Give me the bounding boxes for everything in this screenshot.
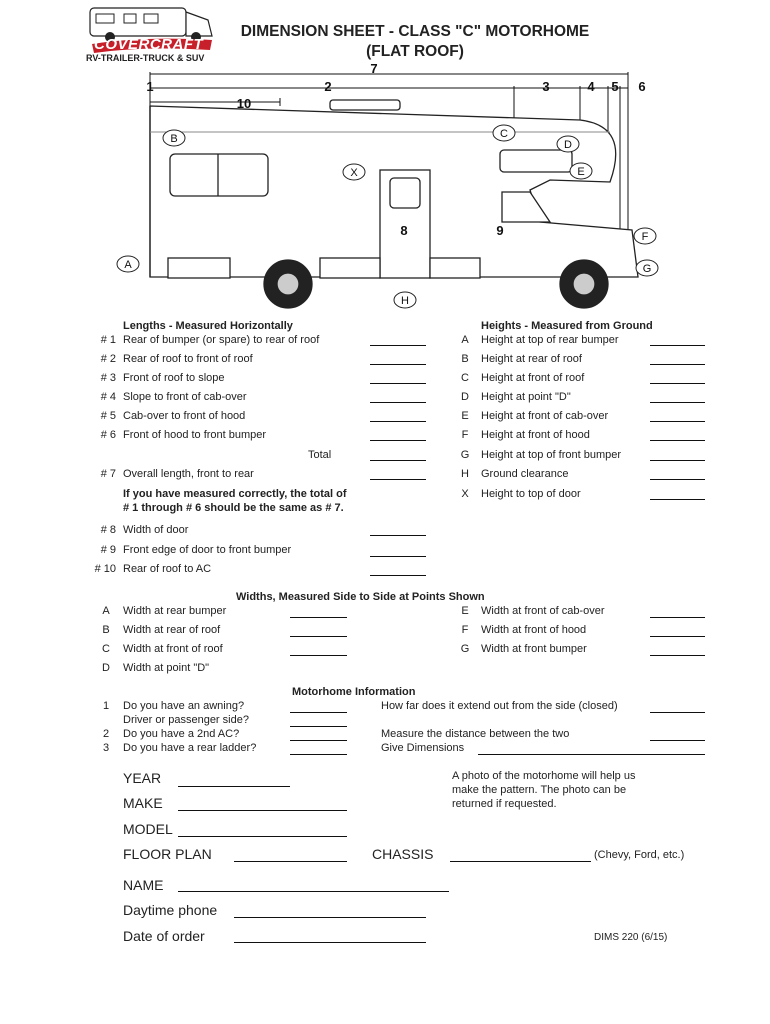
diagram-dim-3: 3 [542,79,550,94]
length-input-3[interactable] [370,383,426,384]
diagram-dim-4: 4 [587,79,595,94]
info-q2-label: Do you have a 2nd AC? [123,728,240,740]
width-key-g: G [460,643,470,655]
width-key-e: E [461,605,469,617]
diagram-label-b: B [170,133,178,145]
info-r2-label: Measure the distance between the two [381,728,570,740]
diagram-label-a: A [124,259,132,271]
width-key-b: B [102,624,110,636]
height-input-x[interactable] [650,499,705,500]
length-num-7: # 7 [100,468,116,480]
length-num-4: # 4 [100,391,116,403]
length-label-1: Rear of bumper (or spare) to rear of roof [123,334,320,346]
floor-plan-input[interactable] [234,861,347,862]
length-label-10: Rear of roof to AC [123,563,212,575]
height-input-c[interactable] [650,383,705,384]
lengths-heading: Lengths - Measured Horizontally [123,320,293,332]
rear-ladder-input[interactable] [290,754,347,755]
width-key-f: F [461,624,469,636]
diagram-label-d: D [564,139,572,151]
height-key-a: A [461,334,469,346]
height-label-c: Height at front of roof [481,372,585,384]
height-key-f: F [461,429,469,441]
width-input-e[interactable] [650,617,705,618]
second-ac-input[interactable] [290,740,347,741]
photo-note-2: make the pattern. The photo can be [452,784,627,796]
total-label: Total [308,449,332,461]
diagram-dim-9: 9 [496,223,504,238]
length-input-5[interactable] [370,421,426,422]
awning-side-input[interactable] [290,726,347,727]
length-input-10[interactable] [370,575,426,576]
diagram-label-c: C [500,128,508,140]
note-line-2: # 1 through # 6 should be the same as # 7. [123,502,344,514]
phone-label: Daytime phone [123,902,218,918]
info-heading: Motorhome Information [292,686,416,698]
length-input-6[interactable] [370,440,426,441]
width-input-b[interactable] [290,636,347,637]
date-label: Date of order [123,928,205,944]
make-label: MAKE [123,795,163,811]
width-input-a[interactable] [290,617,347,618]
height-label-f: Height at front of hood [481,429,590,441]
model-label: MODEL [123,821,173,837]
info-q1-label: Do you have an awning? [123,700,245,712]
diagram-label-g: G [642,263,652,275]
photo-note-1: A photo of the motorhome will help us [452,770,636,782]
info-q3-num: 3 [102,742,110,754]
note-line-1: If you have measured correctly, the total of [123,488,347,500]
length-input-4[interactable] [370,402,426,403]
dimensions-input[interactable] [478,754,705,755]
info-q2-num: 2 [102,728,110,740]
name-input[interactable] [178,891,449,892]
widths-heading: Widths, Measured Side to Side at Points Shown [236,591,485,603]
name-label: NAME [123,877,164,893]
length-input-1[interactable] [370,345,426,346]
width-label-a: Width at rear bumper [123,605,227,617]
height-label-b: Height at rear of roof [481,353,582,365]
height-input-e[interactable] [650,421,705,422]
height-input-b[interactable] [650,364,705,365]
width-label-c: Width at front of roof [123,643,223,655]
length-input-8[interactable] [370,535,426,536]
info-q1b-label: Driver or passenger side? [123,714,249,726]
height-label-h: Ground clearance [481,468,569,480]
diagram-dim-2: 2 [324,79,332,94]
width-input-g[interactable] [650,655,705,656]
length-input-7[interactable] [370,479,426,480]
length-label-3: Front of roof to slope [123,372,225,384]
width-label-f: Width at front of hood [481,624,587,636]
length-num-3: # 3 [100,372,116,384]
height-key-d: D [461,391,469,403]
chassis-input[interactable] [450,861,591,862]
height-input-d[interactable] [650,402,705,403]
length-num-1: # 1 [100,334,116,346]
width-label-d: Width at point "D" [123,662,210,674]
length-label-8: Width of door [123,524,189,536]
diagram-dim-7: 7 [370,62,378,76]
floor-plan-label: FLOOR PLAN [123,846,212,862]
length-label-6: Front of hood to front bumper [123,429,267,441]
heights-heading: Heights - Measured from Ground [481,320,653,332]
info-r3-label: Give Dimensions [381,742,465,754]
diagram-label-x: X [350,167,358,179]
height-input-g[interactable] [650,460,705,461]
height-key-b: B [461,353,469,365]
length-num-2: # 2 [100,353,116,365]
height-key-x: X [461,488,469,500]
logo-brand: COVERCRAFT [94,36,204,53]
length-num-8: # 8 [100,524,116,536]
awning-extend-input[interactable] [650,712,705,713]
logo [84,6,218,64]
diagram-dim-5: 5 [611,79,619,94]
width-input-f[interactable] [650,636,705,637]
ac-distance-input[interactable] [650,740,705,741]
photo-note-3: returned if requested. [452,798,557,810]
height-label-g: Height at top of front bumper [481,449,622,461]
length-label-7: Overall length, front to rear [123,468,254,480]
diagram-dim-10: 10 [236,96,252,111]
diagram-label-h: H [401,295,409,307]
model-input[interactable] [178,836,347,837]
width-label-g: Width at front bumper [481,643,587,655]
page-title: DIMENSION SHEET - CLASS "C" MOTORHOME [240,23,590,40]
make-input[interactable] [178,810,347,811]
height-label-e: Height at front of cab-over [481,410,609,422]
height-label-d: Height at point "D" [481,391,571,403]
height-label-a: Height at top of rear bumper [481,334,619,346]
height-input-h[interactable] [650,479,705,480]
height-key-h: H [461,468,469,480]
length-label-2: Rear of roof to front of roof [123,353,253,365]
width-key-a: A [102,605,110,617]
form-code: DIMS 220 (6/15) [594,932,668,943]
length-label-5: Cab-over to front of hood [123,410,246,422]
diagram-dim-8: 8 [400,223,408,238]
motorhome-diagram [110,62,660,317]
width-label-e: Width at front of cab-over [481,605,605,617]
info-q1-num: 1 [102,700,110,712]
chassis-label: CHASSIS [372,846,434,862]
height-input-f[interactable] [650,440,705,441]
length-num-10: # 10 [94,563,116,575]
diagram-dim-1: 1 [146,79,154,94]
date-input[interactable] [234,942,426,943]
length-label-4: Slope to front of cab-over [123,391,247,403]
year-input[interactable] [178,786,290,787]
length-input-9[interactable] [370,556,426,557]
diagram-label-f: F [641,231,649,243]
diagram-label-e: E [577,166,585,178]
awning-input[interactable] [290,712,347,713]
length-num-6: # 6 [100,429,116,441]
height-label-x: Height to top of door [481,488,581,500]
height-key-c: C [461,372,469,384]
logo-tagline: RV-TRAILER-TRUCK & SUV [86,53,205,63]
height-input-a[interactable] [650,345,705,346]
length-num-9: # 9 [100,544,116,556]
width-input-c[interactable] [290,655,347,656]
length-input-2[interactable] [370,364,426,365]
year-label: YEAR [123,770,162,786]
width-key-d: D [102,662,110,674]
height-key-e: E [461,410,469,422]
total-input[interactable] [370,460,426,461]
width-key-c: C [102,643,110,655]
info-r1-label: How far does it extend out from the side (closed) [381,700,618,712]
height-key-g: G [460,449,470,461]
chassis-hint: (Chevy, Ford, etc.) [594,849,685,861]
info-q3-label: Do you have a rear ladder? [123,742,257,754]
phone-input[interactable] [234,917,426,918]
length-label-9: Front edge of door to front bumper [123,544,292,556]
length-num-5: # 5 [100,410,116,422]
width-label-b: Width at rear of roof [123,624,221,636]
diagram-dim-6: 6 [638,79,646,94]
page-subtitle: (FLAT ROOF) [366,43,464,60]
